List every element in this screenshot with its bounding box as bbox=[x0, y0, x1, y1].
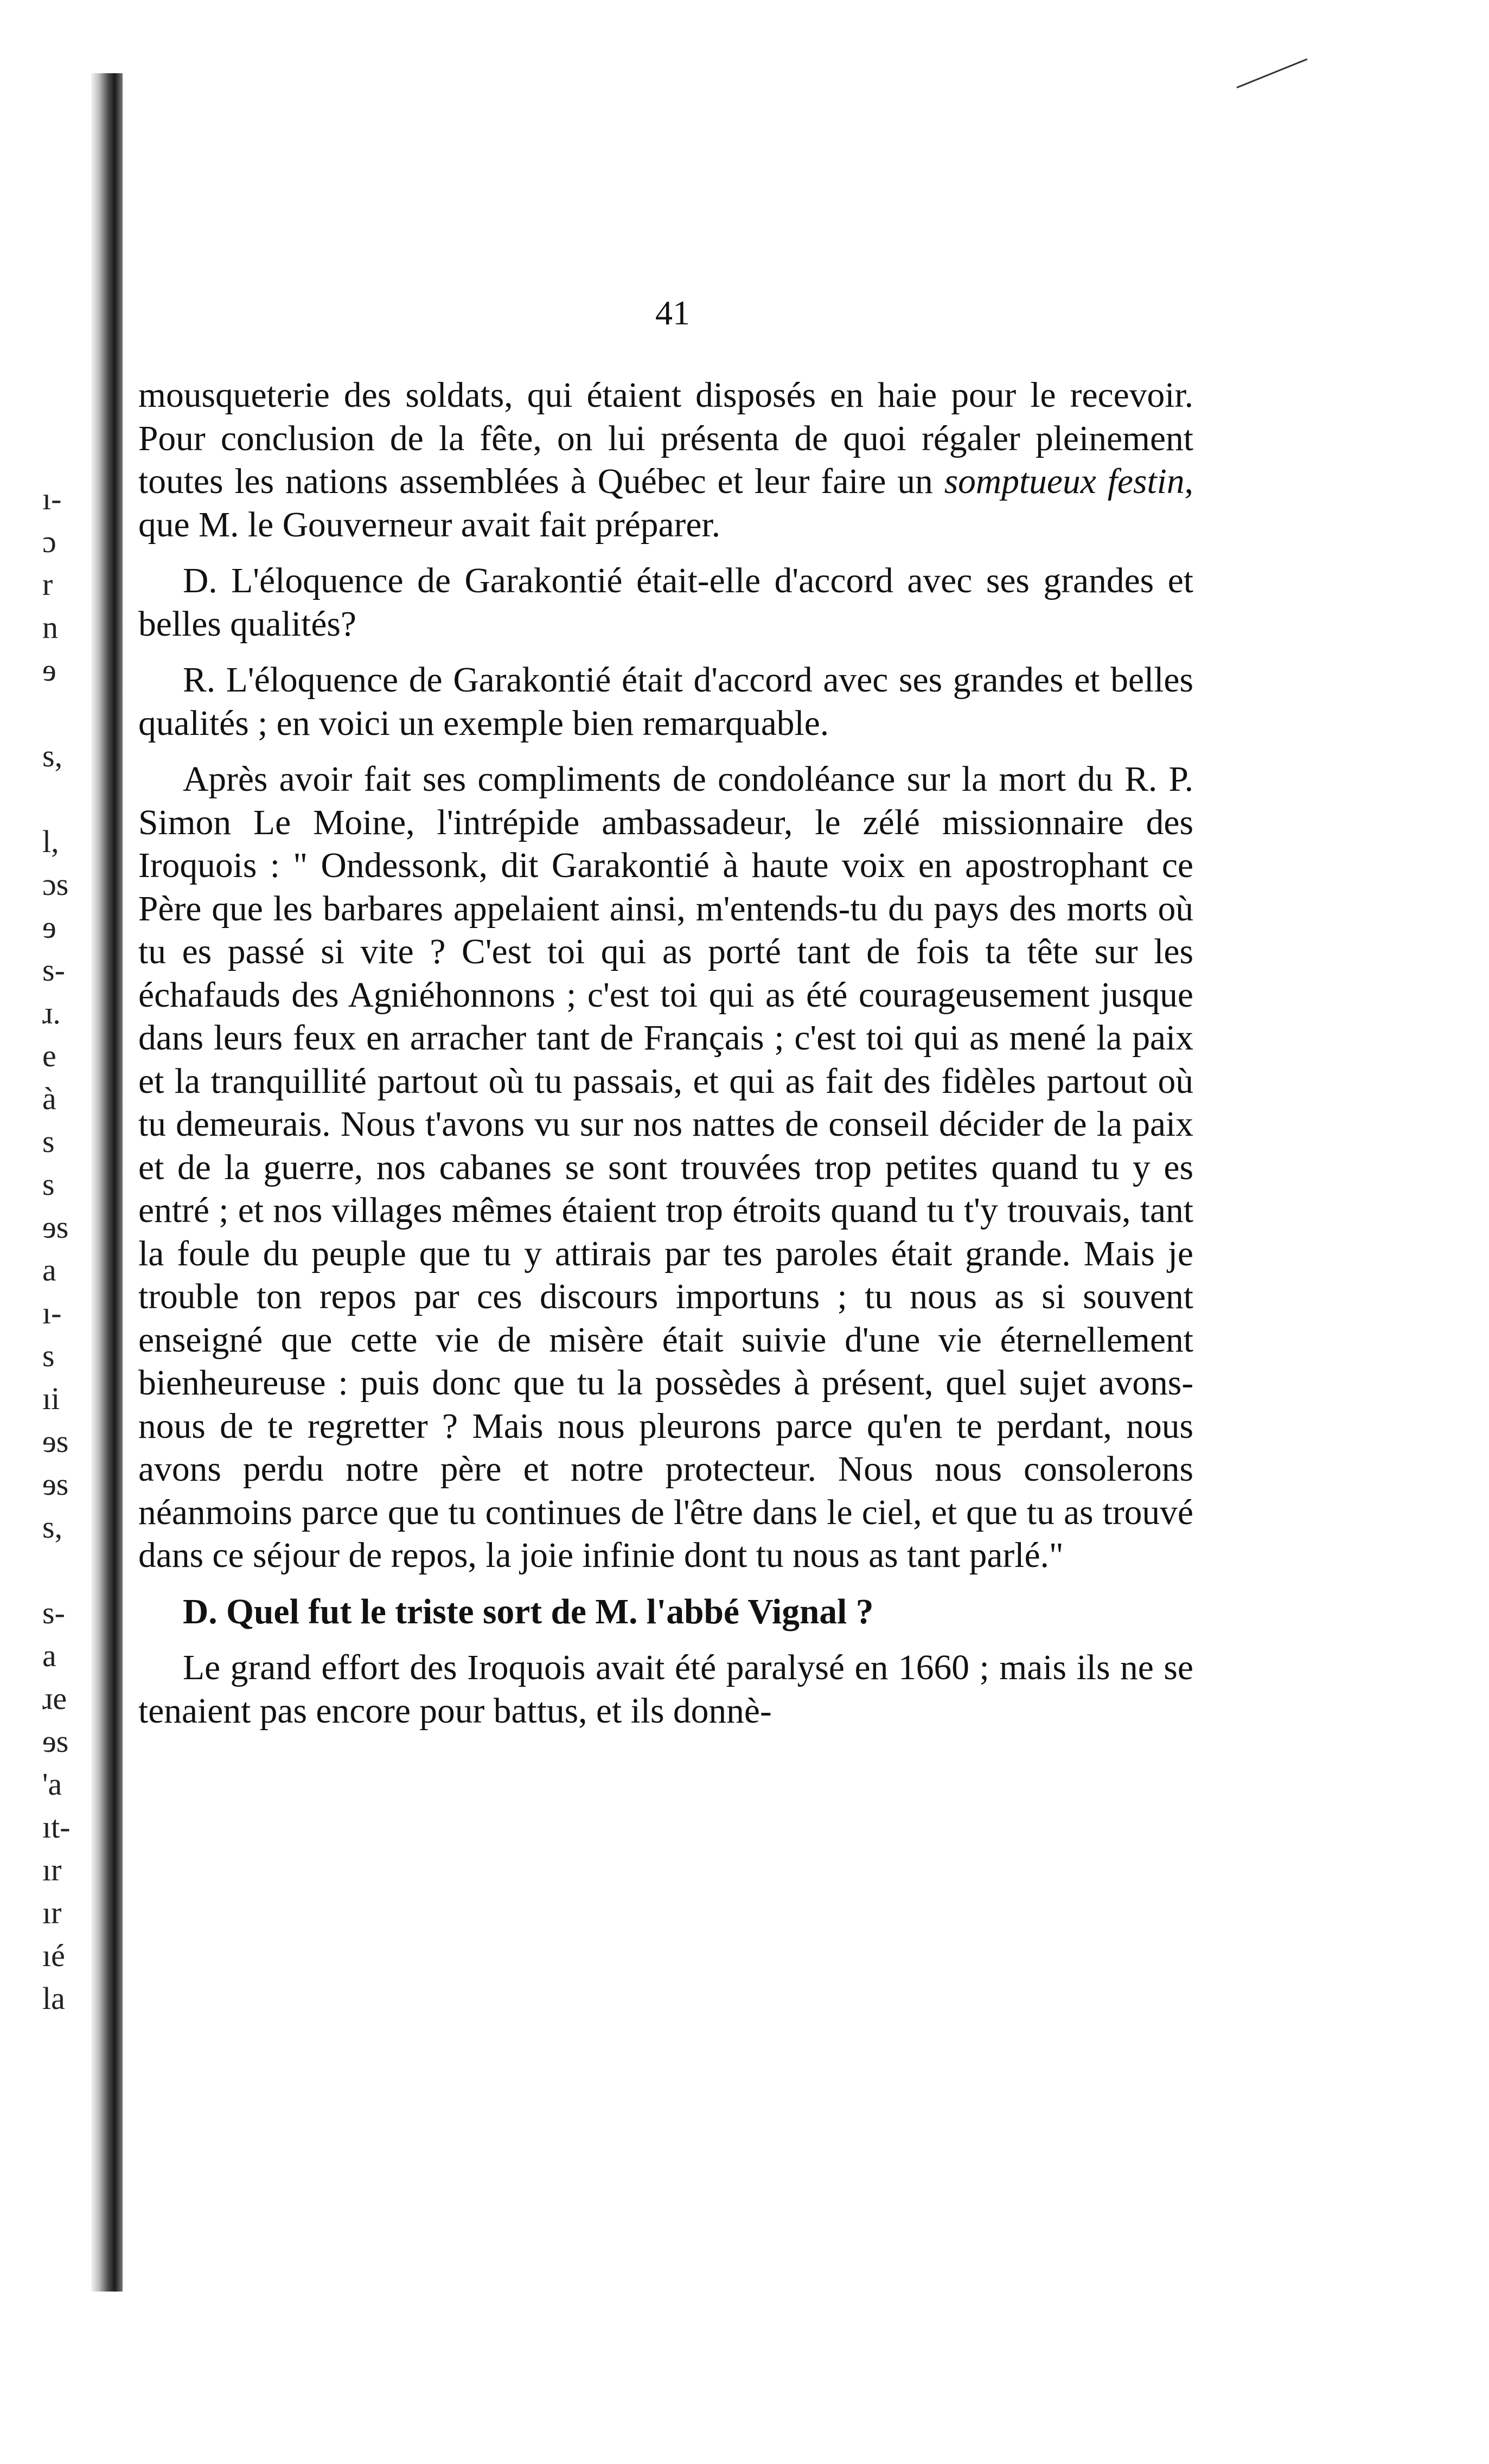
question-1: D. L'éloquence de Garakontié était-elle d'accord avec ses grandes et belles qualités? bbox=[138, 561, 1193, 644]
margin-fragment: s- bbox=[42, 952, 65, 988]
margin-fragment: n bbox=[42, 610, 58, 645]
margin-fragment bbox=[42, 777, 91, 820]
margin-fragment bbox=[42, 1548, 91, 1591]
margin-fragment: s- bbox=[42, 1595, 65, 1630]
margin-fragment bbox=[42, 692, 91, 734]
margin-fragment: ɘs bbox=[42, 1724, 69, 1759]
margin-fragment: a bbox=[42, 1638, 56, 1673]
margin-fragment: ɹ. bbox=[42, 995, 61, 1031]
margin-fragment: ı- bbox=[42, 1295, 62, 1330]
adjacent-page-margin-text bbox=[42, 477, 91, 2020]
margin-fragment: ır bbox=[42, 1895, 62, 1930]
margin-fragment: r bbox=[42, 567, 53, 602]
margin-fragment: s bbox=[42, 1338, 55, 1373]
margin-fragment: ır bbox=[42, 1852, 62, 1887]
margin-fragment: ıi bbox=[42, 1381, 60, 1416]
page-number: 41 bbox=[655, 293, 690, 332]
margin-fragment: ɹe bbox=[42, 1681, 67, 1716]
margin-fragment: l, bbox=[42, 824, 59, 859]
margin-fragment: ıé bbox=[42, 1938, 65, 1973]
paragraph-1-text-after: , que M. le Gouverneur avait fait préparer. bbox=[138, 462, 1193, 545]
margin-fragment: ɘs bbox=[42, 1424, 69, 1459]
paragraph-final: Le grand effort des Iroquois avait été paralysé en 1660 ; mais ils ne se tenaient pas encore pour battus, et ils donnè- bbox=[138, 1648, 1193, 1731]
paragraph-1-emphasis: somptueux festin bbox=[944, 462, 1185, 501]
margin-fragment: ɘs bbox=[42, 1467, 69, 1502]
paragraph-1 bbox=[138, 374, 1193, 547]
paragraph-1-text: mousqueterie des soldats, qui étaient disposés en haie pour le recevoir. Pour conclusion de la fête, on lui présenta de quoi régaler pleinement toutes les nations assemblées à Québec et leur faire un bbox=[138, 376, 1193, 501]
margin-fragment: ɘ bbox=[42, 652, 56, 688]
margin-fragment: à bbox=[42, 1081, 56, 1116]
margin-fragment: ı- bbox=[42, 481, 62, 516]
page-body-text bbox=[138, 374, 1193, 1746]
pencil-mark bbox=[1236, 59, 1307, 88]
margin-fragment: s, bbox=[42, 1509, 63, 1545]
page-binding-shadow bbox=[91, 73, 123, 2292]
margin-fragment: s bbox=[42, 1167, 55, 1202]
margin-fragment: ɔs bbox=[42, 867, 69, 902]
margin-fragment: ɘ bbox=[42, 910, 56, 945]
margin-fragment: e bbox=[42, 1038, 56, 1073]
margin-fragment: a bbox=[42, 1252, 56, 1288]
margin-fragment: 'a bbox=[42, 1767, 62, 1802]
margin-fragment: ıt- bbox=[42, 1809, 71, 1845]
margin-fragment: la bbox=[42, 1981, 65, 2016]
margin-fragment: s bbox=[42, 1124, 55, 1159]
margin-fragment: ɘs bbox=[42, 1209, 69, 1245]
question-2: D. Quel fut le triste sort de M. l'abbé Vignal ? bbox=[183, 1592, 874, 1631]
paragraph-speech: Après avoir fait ses compliments de condoléance sur la mort du R. P. Simon Le Moine, l'intrépide ambassadeur, le zélé missionnaire des Iroquois : " Ondessonk, dit Garakontié à haute voix en apostrophant ce Père que les barbares appelaient ainsi, m'entends-tu du pays des morts où tu es passé si vite ? C'est toi qui as porté tant de fois ta tête sur les échafauds des Agniéhonnons ; c'est toi qui as été courageusement jusque dans leurs feux en arracher tant de Français ; c'est toi qui as mené la paix et la tranquillité partout où tu passais, et qui as fait des fidèles partout où tu demeurais. Nous t'avons vu sur nos nattes de conseil décider de la paix et de la guerre, nos cabanes se sont trouvées trop petites quand tu y es entré ; et nos villages mêmes étaient trop étroits quand tu t'y trouvais, tant la foule du peuple que tu y attirais par tes paroles était grande. Mais je trouble ton repos par ces discours importuns ; tu nous as si souvent enseigné que cette vie de misère était suivie d'une vie éternellement bienheureuse : puis donc que tu la possèdes à présent, quel sujet avons-nous de te regretter ? Mais nous pleurons parce qu'en te perdant, nous avons perdu notre père et notre protecteur. Nous nous consolerons néanmoins parce que tu continues de l'être dans le ciel, et que tu as trouvé dans ce séjour de repos, la joie infinie dont tu nous as tant parlé." bbox=[138, 760, 1193, 1575]
answer-1: R. L'éloquence de Garakontié était d'accord avec ses grandes et belles qualités ; en voici un exemple bien remarquable. bbox=[138, 661, 1193, 743]
margin-fragment: s, bbox=[42, 738, 63, 773]
margin-fragment: ɔ bbox=[42, 524, 56, 559]
